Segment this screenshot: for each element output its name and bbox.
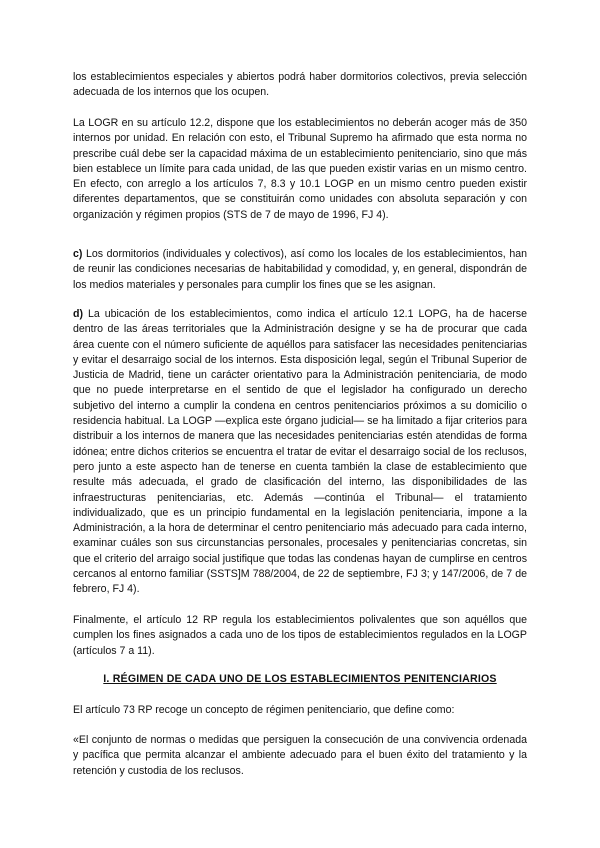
paragraph-1: los establecimientos especiales y abiertos podrá haber dormitorios colectivos, previa selección adecuada de los internos que los ocupen. (73, 71, 527, 99)
paragraph-c (73, 247, 527, 293)
paragraph-5: Finalmente, el artículo 12 RP regula los establecimientos polivalentes que son aquéllos que cumplen los fines asignados a cada uno de los tipos de establecimientos regulados en la LOGP (artículos 7 a 11). (73, 614, 527, 657)
paragraph-7: «El conjunto de normas o medidas que persiguen la consecución de una convivencia ordenada y pacífica que permita alcanzar el ambiente adecuado para el buen éxito del tratamiento y la retención y custodia de los reclusos. (73, 734, 527, 777)
paragraph-c-label: c) (73, 248, 83, 260)
paragraph-6: El artículo 73 RP recoge un concepto de régimen penitenciario, que define como: (73, 704, 455, 716)
paragraph-c-text: Los dormitorios (individuales y colectivos), así como los locales de los establecimientos, han de reunir las condiciones necesarias de habitabilidad y comodidad, y, en general, dispondrán de los medios materiales y personales para cumplir los fines que se les asignan. (73, 248, 527, 291)
paragraph-2: La LOGR en su artículo 12.2, dispone que los establecimientos no deberán acoger más de 350 internos por unidad. En relación con esto, el Tribunal Supremo ha afirmado que esta norma no prescribe cuál debe ser la capacidad máxima de un establecimiento penitenciario, sino que más bien establece un límite para cada unidad, de las que pueden existir varias en un mismo centro. En efecto, con arreglo a los artículos 7, 8.3 y 10.1 LOGP en un mismo centro pueden existir diferentes departamentos, que se constituirán como unidades con absoluta separación y con organización y régimen propios (STS de 7 de mayo de 1996, FJ 4). (73, 117, 527, 221)
paragraph-d-text: La ubicación de los establecimientos, como indica el artículo 12.1 LOPG, ha de hacerse dentro de las áreas territoriales que la Administración designe y se ha de procurar que cada área cuente con el número suficiente de aquéllos para satisfacer las necesidades penitenciarias y evitar el desarraigo social de los internos. Esta disposición legal, según el Tribunal Superior de Justicia de Madrid, tiene un carácter orientativo para la Administración penitenciaria, de modo que no puede interpretarse en el sentido de que el legislador ha configurado un derecho subjetivo del interno a cumplir la condena en centros penitenciarios próximos a su domicilio o residencia habitual. La LOGP —explica este órgano judicial— se ha limitado a fijar criterios para distribuir a los internos de manera que las necesidades penitenciarias estén atendidas de forma idónea; entre dichos criterios se encuentra el tratar de evitar el desarraigo social de los reclusos, pero junto a este aspecto han de tenerse en cuenta también la clase de establecimiento que resulte más adecuada, el grado de clasificación del interno, las disponibilidades de las infraestructuras penitenciarias, etc. Además —continúa el Tribunal— el tratamiento individualizado, que es un principio fundamental en la legislación penitenciaria, impone a la Administración, a la hora de determinar el centro penitenciario más adecuado para cada interno, examinar cuáles son sus circunstancias personales, procesales y penitenciarias concretas, sin que el criterio del arraigo social justifique que todas las condenas hayan de cumplirse en centros cercanos al entorno familiar (SSTS]M 788/2004, de 22 de septiembre, FJ 3; y 147/2006, de 7 de febrero, FJ 4). (73, 308, 527, 596)
paragraph-d-label: d) (73, 308, 83, 320)
paragraph-d (73, 307, 527, 598)
section-heading: I. RÉGIMEN DE CADA UNO DE LOS ESTABLECIMIENTOS PENITENCIARIOS (103, 673, 497, 685)
